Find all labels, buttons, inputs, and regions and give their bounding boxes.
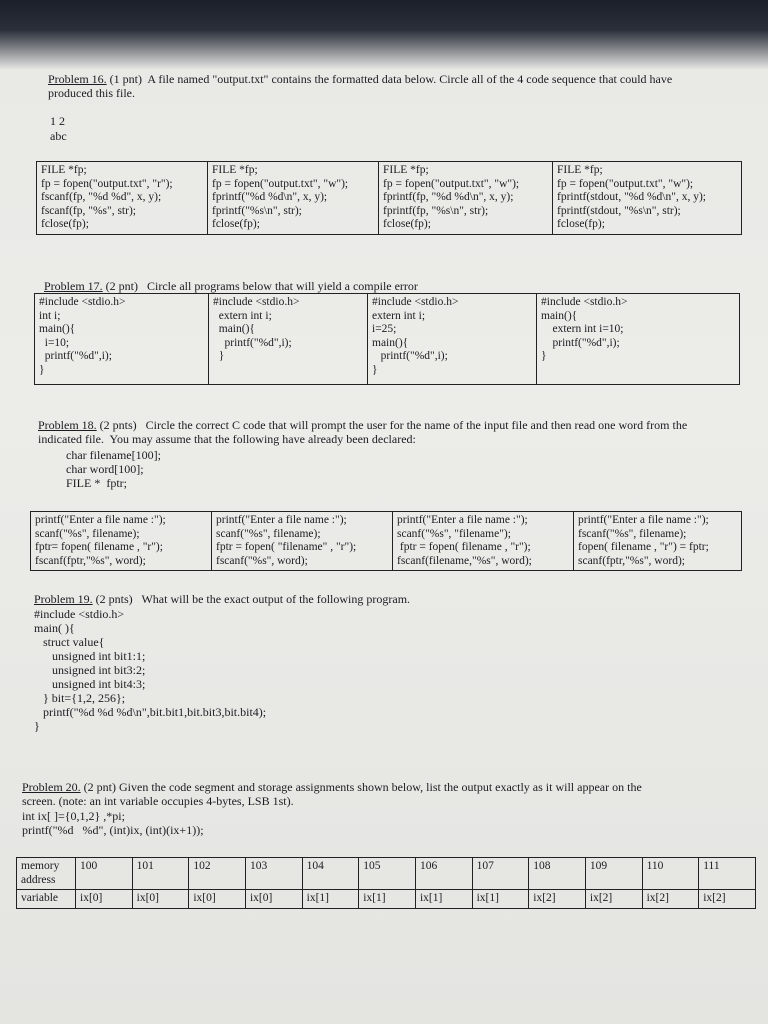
p17-heading [44,279,418,293]
p16-label: Problem 16. [48,72,107,86]
memory-address-cell: 102 [189,858,246,890]
p20-heading [22,780,642,794]
p17-text: (2 pnt) Circle all programs below that will yield a compile error [102,279,418,293]
p16-data-line1: 1 2 [50,114,65,128]
p16-option-3[interactable]: FILE *fp; fp = fopen("output.txt", "w"); fprintf(fp, "%d %d\n", x, y); fprintf(fp, "%s\n", str); fclose(fp); [379,162,553,235]
p16-option-2[interactable]: FILE *fp; fp = fopen("output.txt", "w"); fprintf("%d %d\n", x, y); fprintf("%s\n", str); fclose(fp); [208,162,379,235]
memory-variable-header: variable [17,890,76,909]
p17-option-1[interactable]: #include <stdio.h> int i; main(){ i=10; printf("%d",i); } [35,294,209,385]
p20-text: (2 pnt) Given the code segment and storage assignments shown below, list the output exactly as it will appear on the [80,780,642,794]
memory-address-cell: 110 [642,858,699,890]
p16-option-4[interactable]: FILE *fp; fp = fopen("output.txt", "w"); fprintf(stdout, "%d %d\n", x, y); fprintf(stdout, "%s\n", str); fclose(fp); [553,162,742,235]
memory-variable-row [17,890,756,909]
memory-variable-cell: ix[1] [302,890,359,909]
memory-address-cell: 103 [245,858,302,890]
memory-address-cell: 104 [302,858,359,890]
memory-address-row [17,858,756,890]
memory-variable-cell: ix[2] [585,890,642,909]
p17-option-4[interactable]: #include <stdio.h> main(){ extern int i=10; printf("%d",i); } [537,294,740,385]
memory-variable-cell: ix[0] [245,890,302,909]
p19-code: #include <stdio.h> main( ){ struct value{ unsigned int bit1:1; unsigned int bit3:2; unsigned int bit4:3; } bit={1,2, 256}; printf("%d %d %d\n",bit.bit1,bit.bit3,bit.bit4); } [34,607,267,733]
memory-variable-cell: ix[1] [359,890,416,909]
p18-declarations: char filename[100]; char word[100]; FILE * fptr; [66,448,161,490]
memory-address-cell: 109 [585,858,642,890]
memory-address-cell: 106 [415,858,472,890]
p16-text: (1 pnt) A file named "output.txt" contains the formatted data below. Circle all of the 4 code sequence that could have [106,72,673,86]
p18-text: (2 pnts) Circle the correct C code that will prompt the user for the name of the input file and then read one word from the [96,418,688,432]
memory-variable-cell: ix[0] [132,890,189,909]
p16-heading [48,72,672,86]
p20-text-2: screen. (note: an int variable occupies 4-bytes, LSB 1st). [22,794,294,808]
p17-option-2[interactable]: #include <stdio.h> extern int i; main(){ printf("%d",i); } [209,294,368,385]
p18-option-2[interactable]: printf("Enter a file name :"); scanf("%s", filename); fptr = fopen( "filename" , "r"); fscanf("%s", word); [212,512,393,571]
p20-code: int ix[ ]={0,1,2} ,*pi; printf("%d %d", (int)ix, (int)(ix+1)); [22,809,204,837]
memory-variable-cell: ix[2] [529,890,586,909]
memory-variable-cell: ix[1] [415,890,472,909]
memory-address-cell: 100 [76,858,133,890]
memory-variable-cell: ix[0] [189,890,246,909]
memory-address-cell: 105 [359,858,416,890]
p18-label: Problem 18. [38,418,97,432]
p18-options-table [30,511,742,571]
memory-address-cell: 108 [529,858,586,890]
p19-label: Problem 19. [34,592,93,606]
p16-data-line2: abc [50,129,67,143]
memory-address-cell: 107 [472,858,529,890]
memory-variable-cell: ix[1] [472,890,529,909]
p18-option-1[interactable]: printf("Enter a file name :"); scanf("%s", filename); fptr= fopen( filename , "r"); fscanf(fptr,"%s", word); [31,512,212,571]
memory-address-cell: 101 [132,858,189,890]
p17-label: Problem 17. [44,279,103,293]
memory-table [16,857,756,909]
p18-option-3[interactable]: printf("Enter a file name :"); scanf("%s", "filename"); fptr = fopen( filename , "r"); fscanf(filename,"%s", word); [393,512,574,571]
p16-option-1[interactable]: FILE *fp; fp = fopen("output.txt", "r"); fscanf(fp, "%d %d", x, y); fscanf(fp, "%s", str); fclose(fp); [37,162,208,235]
memory-variable-cell: ix[0] [76,890,133,909]
p18-text-2: indicated file. You may assume that the following have already been declared: [38,432,416,446]
p18-heading [38,418,687,432]
memory-address-cell: 111 [699,858,756,890]
p19-text: (2 pnts) What will be the exact output of the following program. [92,592,411,606]
memory-address-header: memory address [17,858,76,890]
memory-variable-cell: ix[2] [642,890,699,909]
p16-options-table [36,161,742,235]
p17-option-3[interactable]: #include <stdio.h> extern int i; i=25; main(){ printf("%d",i); } [368,294,537,385]
p16-text-2: produced this file. [48,86,135,100]
memory-variable-cell: ix[2] [699,890,756,909]
p18-option-4[interactable]: printf("Enter a file name :"); fscanf("%s", filename); fopen( filename , "r") = fptr; scanf(fptr,"%s", word); [574,512,742,571]
p19-heading [34,592,410,606]
p20-label: Problem 20. [22,780,81,794]
p17-options-table [34,293,740,385]
